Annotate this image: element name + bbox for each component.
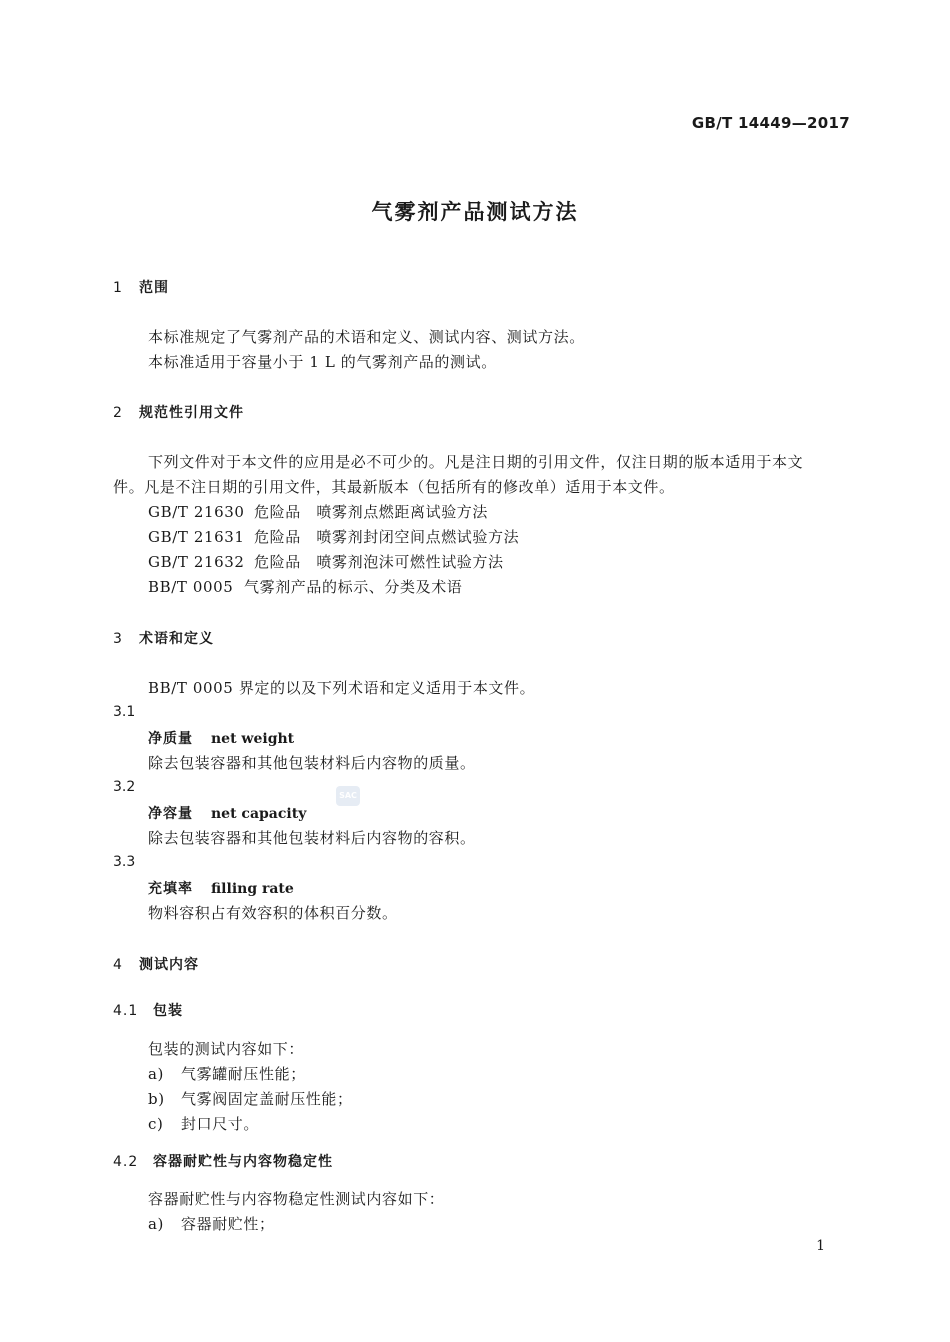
section-number: 3 — [113, 631, 123, 647]
section-title: 规范性引用文件 — [139, 405, 244, 421]
paragraph: 本标准规定了气雾剂产品的术语和定义、测试内容、测试方法。 — [148, 328, 585, 346]
subsection-4-2-heading — [113, 1151, 333, 1171]
paragraph: 包装的测试内容如下： — [148, 1040, 305, 1058]
term-number: 3.3 — [113, 854, 136, 870]
sac-watermark-logo: SAC — [336, 786, 360, 806]
list-marker: a) — [148, 1065, 164, 1083]
paragraph: 本标准适用于容量小于 1 L 的气雾剂产品的测试。 — [148, 353, 497, 371]
subsection-title: 包装 — [153, 1003, 183, 1019]
section-number: 2 — [113, 405, 123, 421]
list-marker: c) — [148, 1115, 164, 1133]
term-heading — [148, 728, 294, 748]
reference-code: GB/T 21631 — [148, 528, 245, 546]
reference-item — [148, 526, 519, 547]
reference-item — [148, 501, 488, 522]
term-zh: 净质量 — [148, 731, 193, 747]
reference-title: 危险品 喷雾剂点燃距离试验方法 — [254, 503, 489, 521]
section-1-heading — [113, 277, 169, 297]
reference-title: 危险品 喷雾剂泡沫可燃性试验方法 — [254, 553, 504, 571]
reference-code: BB/T 0005 — [148, 578, 234, 596]
term-en: net weight — [211, 731, 295, 747]
term-zh: 充填率 — [148, 881, 193, 897]
paragraph: 容器耐贮性与内容物稳定性测试内容如下： — [148, 1190, 445, 1208]
standard-code: GB/T 14449—2017 — [691, 114, 850, 132]
list-text: 气雾阀固定盖耐压性能； — [181, 1090, 353, 1108]
paragraph: 下列文件对于本文件的应用是必不可少的。凡是注日期的引用文件，仅注日期的版本适用于本文 — [148, 453, 804, 471]
list-marker: b) — [148, 1090, 165, 1108]
list-item — [148, 1213, 275, 1234]
section-4-heading — [113, 954, 199, 974]
reference-title: 危险品 喷雾剂封闭空间点燃试验方法 — [254, 528, 520, 546]
list-text: 封口尺寸。 — [181, 1115, 260, 1133]
term-zh: 净容量 — [148, 806, 193, 822]
reference-item — [148, 576, 462, 597]
section-2-heading — [113, 402, 244, 422]
subsection-number: 4.2 — [113, 1154, 139, 1170]
term-definition: 物料容积占有效容积的体积百分数。 — [148, 904, 398, 922]
list-text: 容器耐贮性； — [181, 1215, 275, 1233]
paragraph: 件。凡是不注日期的引用文件，其最新版本（包括所有的修改单）适用于本文件。 — [113, 478, 675, 496]
term-en: net capacity — [211, 806, 307, 822]
document-title: 气雾剂产品测试方法 — [371, 200, 579, 224]
reference-title: 气雾剂产品的标示、分类及术语 — [244, 578, 463, 596]
reference-code: GB/T 21632 — [148, 553, 245, 571]
section-title: 范围 — [139, 280, 169, 296]
section-number: 1 — [113, 280, 123, 296]
section-title: 术语和定义 — [139, 631, 214, 647]
subsection-number: 4.1 — [113, 1003, 139, 1019]
term-number: 3.2 — [113, 779, 136, 795]
section-title: 测试内容 — [139, 957, 199, 973]
list-marker: a) — [148, 1215, 164, 1233]
term-definition: 除去包装容器和其他包装材料后内容物的容积。 — [148, 829, 476, 847]
term-heading — [148, 878, 294, 898]
list-text: 气雾罐耐压性能； — [181, 1065, 306, 1083]
term-definition: 除去包装容器和其他包装材料后内容物的质量。 — [148, 754, 476, 772]
reference-code: GB/T 21630 — [148, 503, 245, 521]
list-item — [148, 1113, 259, 1134]
page-number: 1 — [816, 1238, 825, 1254]
list-item — [148, 1088, 353, 1109]
section-3-heading — [113, 628, 214, 648]
subsection-4-1-heading — [113, 1000, 183, 1020]
term-en: filling rate — [211, 881, 294, 897]
reference-item — [148, 551, 504, 572]
list-item — [148, 1063, 306, 1084]
term-heading — [148, 803, 306, 823]
subsection-title: 容器耐贮性与内容物稳定性 — [153, 1154, 333, 1170]
term-number: 3.1 — [113, 704, 136, 720]
paragraph: BB/T 0005 界定的以及下列术语和定义适用于本文件。 — [148, 679, 536, 697]
section-number: 4 — [113, 957, 123, 973]
